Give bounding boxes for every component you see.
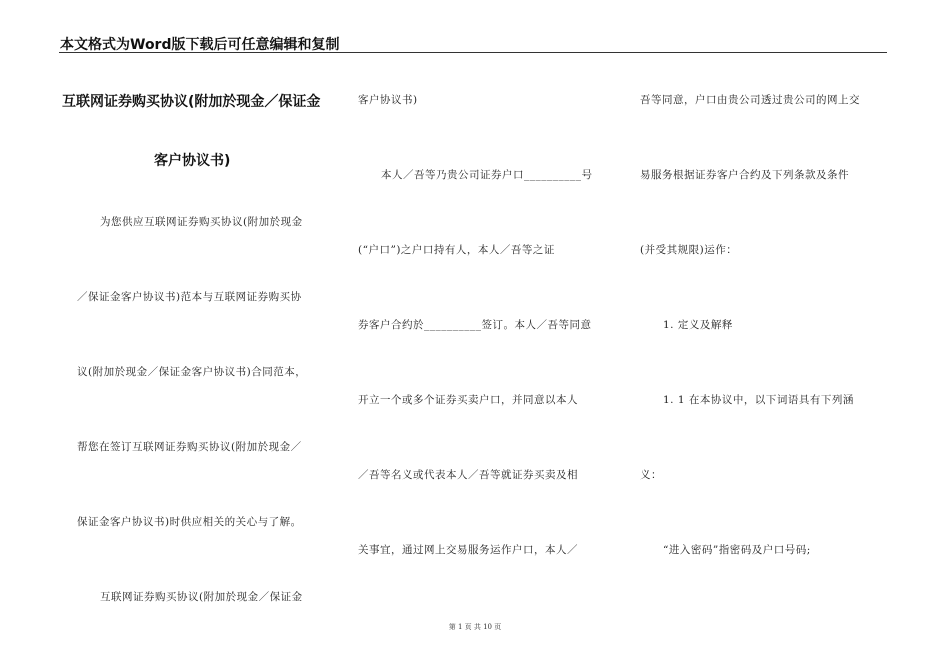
paragraph-line: 易服务根据证券客户合约及下列条款及条件 [640,169,849,181]
paragraph-line: 帮您在签订互联网证券购买协议(附加於现金／ [77,441,302,453]
paragraph-line: ／保证金客户协议书)范本与互联网证券购买协 [77,291,302,303]
paragraph-line: (“户口”)之户口持有人，本人／吾等之证 [358,244,555,256]
document-title-line-1: 互联网证券购买协议(附加於现金／保证金 [62,94,321,110]
paragraph-line: 关事宜，通过网上交易服务运作户口，本人／ [358,544,578,556]
paragraph-line: 互联网证券购买协议(附加於现金／保证金 [100,591,303,603]
document-title-line-2: 客户协议书) [154,153,231,169]
header-rule [59,52,887,53]
header-title: 本文格式为Word版下载后可任意编辑和复制 [60,37,340,53]
paragraph-line: 1. 1 在本协议中，以下词语具有下列涵 [663,394,854,406]
paragraph-line: 议(附加於现金／保证金客户协议书)合同范本， [77,366,307,378]
paragraph-line: 义： [640,469,662,481]
paragraph-line: 为您供应互联网证券购买协议(附加於现金 [100,216,303,228]
paragraph-line: 本人／吾等乃贵公司证券户口__________号 [381,169,593,181]
paragraph-line: “进入密码”指密码及户口号码; [663,544,811,556]
paragraph-line: 券客户合约於__________签订。本人／吾等同意 [358,319,592,331]
paragraph-line: 客户协议书) [358,94,418,106]
paragraph-line: 保证金客户协议书)时供应相关的关心与了解。 [77,516,302,528]
section-heading: 1. 定义及解释 [663,319,733,331]
paragraph-line: 吾等同意，户口由贵公司透过贵公司的网上交 [640,94,860,106]
paragraph-line: 开立一个或多个证券买卖户口，并同意以本人 [358,394,578,406]
paragraph-line: (并受其规限)运作： [640,244,738,256]
page-number-footer: 第 1 页 共 10 页 [448,623,502,631]
paragraph-line: ／吾等名义或代表本人／吾等就证券买卖及相 [358,469,578,481]
